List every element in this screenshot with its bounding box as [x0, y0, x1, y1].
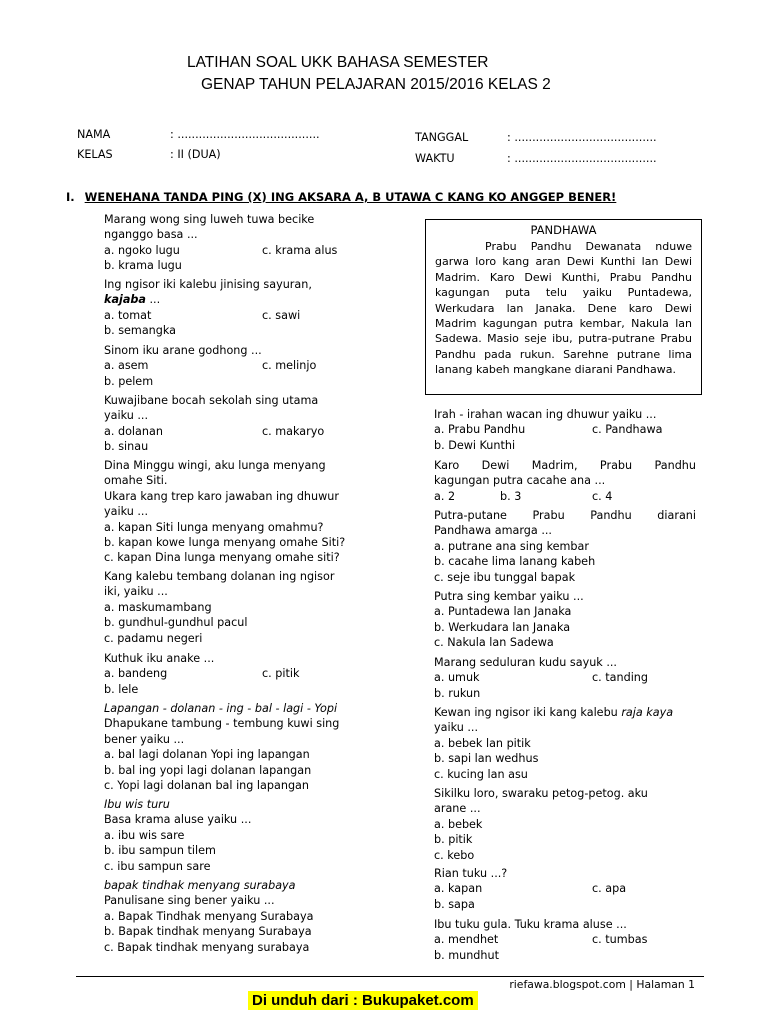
- answer-option[interactable]: b. ibu sampun tilem: [104, 844, 216, 858]
- answer-option[interactable]: b. sinau: [104, 440, 149, 454]
- answer-option[interactable]: a. Bapak Tindhak menyang Surabaya: [104, 909, 314, 923]
- question-text: Ukara kang trep karo jawaban ing dhuwur: [104, 489, 339, 503]
- question-text: Panulisane sing bener yaiku ...: [104, 894, 275, 908]
- answer-option[interactable]: c. pitik: [262, 667, 300, 681]
- question-text: Kang kalebu tembang dolanan ing ngisor: [104, 570, 335, 583]
- question-text: Putra sing kembar yaiku ...: [434, 590, 584, 603]
- answer-option[interactable]: a. maskumambang: [104, 600, 212, 614]
- answer-option[interactable]: a. Prabu Pandhu: [434, 423, 526, 437]
- question-text: kajaba ...: [104, 293, 161, 307]
- question-text: arane ...: [434, 802, 481, 816]
- answer-option[interactable]: b. rukun: [434, 686, 481, 700]
- tanggal-value: : ........................................: [507, 131, 657, 144]
- question-text: bapak tindhak menyang surabaya: [104, 879, 296, 892]
- answer-option[interactable]: b. Bapak tindhak menyang Surabaya: [104, 925, 312, 939]
- answer-option[interactable]: c. seje ibu tunggal bapak: [434, 570, 576, 584]
- question-text: Putra-putane Prabu Pandhu diarani: [434, 509, 696, 522]
- question-text: Basa krama aluse yaiku ...: [104, 813, 252, 827]
- section-heading: [66, 190, 616, 204]
- question-text: Marang wong sing luweh tuwa becike: [104, 213, 315, 226]
- answer-option[interactable]: a. bebek: [434, 817, 483, 831]
- answer-option[interactable]: c. krama alus: [262, 243, 338, 257]
- answer-option[interactable]: a. mendhet: [434, 933, 499, 947]
- answer-option[interactable]: b. pelem: [104, 374, 154, 388]
- answer-option[interactable]: b. semangka: [104, 324, 177, 338]
- answer-option[interactable]: b. lele: [104, 682, 139, 696]
- kelas-value: : II (DUA): [170, 148, 221, 161]
- answer-option[interactable]: b. Dewi Kunthi: [434, 438, 516, 452]
- nama-label: NAMA: [77, 128, 111, 141]
- download-banner: Di unduh dari : Bukupaket.com: [248, 991, 478, 1010]
- question-text: Marang seduluran kudu sayuk ...: [434, 656, 617, 669]
- answer-option[interactable]: a. putrane ana sing kembar: [434, 539, 589, 553]
- answer-option[interactable]: b. sapa: [434, 897, 475, 911]
- question-text: iki, yaiku ...: [104, 585, 168, 599]
- answer-option[interactable]: c. 4: [592, 489, 613, 503]
- answer-option[interactable]: b. 3: [500, 489, 522, 503]
- reading-title: PANDHAWA: [530, 223, 597, 237]
- question-text: Karo Dewi Madrim, Prabu Pandhu: [434, 459, 696, 472]
- answer-option[interactable]: c. Bapak tindhak menyang surabaya: [104, 940, 310, 954]
- question-text: Kuthuk iku anake ...: [104, 652, 215, 665]
- answer-option[interactable]: c. kapan Dina lunga menyang omahe siti?: [104, 551, 340, 565]
- answer-option[interactable]: b. gundhul-gundhul pacul: [104, 616, 248, 630]
- answer-option[interactable]: c. makaryo: [262, 424, 325, 438]
- answer-option[interactable]: c. tanding: [592, 671, 648, 685]
- question-text: Kewan ing ngisor iki kang kalebu raja kaya: [434, 706, 674, 719]
- answer-option[interactable]: b. pitik: [434, 833, 473, 847]
- answer-option[interactable]: c. kebo: [434, 848, 475, 862]
- answer-option[interactable]: a. kapan: [434, 882, 483, 896]
- answer-option[interactable]: a. bandeng: [104, 667, 168, 681]
- reading-box: [425, 219, 702, 395]
- answer-option[interactable]: c. Pandhawa: [592, 423, 663, 437]
- tanggal-label: TANGGAL: [415, 131, 469, 144]
- answer-option[interactable]: c. padamu negeri: [104, 631, 203, 645]
- answer-option[interactable]: a. ngoko lugu: [104, 243, 180, 257]
- nama-value: : ........................................: [170, 128, 320, 141]
- question-text: Ibu wis turu: [104, 798, 170, 811]
- answer-option[interactable]: b. kapan kowe lunga menyang omahe Siti?: [104, 536, 346, 550]
- waktu-label: WAKTU: [415, 152, 455, 165]
- question-text: Kuwajibane bocah sekolah sing utama: [104, 394, 319, 407]
- footer-divider: [76, 976, 704, 977]
- answer-option[interactable]: b. cacahe lima lanang kabeh: [434, 555, 596, 569]
- footer-text: riefawa.blogspot.com | Halaman 1: [509, 978, 695, 991]
- title-line-2: GENAP TAHUN PELAJARAN 2015/2016 KELAS 2: [201, 76, 551, 93]
- question-text: Sinom iku arane godhong ...: [104, 344, 262, 357]
- question-text: Lapangan - dolanan - ing - bal - lagi - Yopi: [104, 702, 338, 715]
- question-text: omahe Siti.: [104, 474, 168, 488]
- answer-option[interactable]: c. Yopi lagi dolanan bal ing lapangan: [104, 779, 309, 793]
- question-text: Irah - irahan wacan ing dhuwur yaiku ...: [434, 408, 657, 421]
- answer-option[interactable]: c. apa: [592, 882, 627, 896]
- title-line-1: LATIHAN SOAL UKK BAHASA SEMESTER: [187, 54, 489, 71]
- question-text: Sikilku loro, swaraku petog-petog. aku: [434, 787, 648, 800]
- question-text: kagungan putra cacahe ana ...: [434, 474, 606, 488]
- answer-option[interactable]: c. melinjo: [262, 359, 317, 373]
- answer-option[interactable]: a. 2: [434, 489, 456, 503]
- answer-option[interactable]: b. mundhut: [434, 948, 499, 962]
- answer-option[interactable]: a. ibu wis sare: [104, 828, 185, 842]
- answer-option[interactable]: b. Werkudara lan Janaka: [434, 620, 571, 634]
- answer-option[interactable]: c. Nakula lan Sadewa: [434, 636, 554, 650]
- kelas-label: KELAS: [77, 148, 113, 161]
- question-text: nganggo basa ...: [104, 228, 198, 242]
- answer-option[interactable]: a. umuk: [434, 671, 480, 685]
- question-text: bener yaiku ...: [104, 732, 185, 746]
- question-text: yaiku ...: [104, 409, 149, 423]
- answer-option[interactable]: a. asem: [104, 359, 149, 373]
- question-text: Ing ngisor iki kalebu jinising sayuran,: [104, 278, 312, 291]
- question-text: yaiku ...: [104, 505, 149, 519]
- question-text: Dina Minggu wingi, aku lunga menyang: [104, 459, 326, 472]
- answer-option[interactable]: a. kapan Siti lunga menyang omahmu?: [104, 520, 324, 534]
- answer-option[interactable]: a. tomat: [104, 308, 152, 322]
- answer-option[interactable]: a. bebek lan pitik: [434, 736, 531, 750]
- answer-option[interactable]: a. bal lagi dolanan Yopi ing lapangan: [104, 748, 310, 762]
- answer-option[interactable]: c. ibu sampun sare: [104, 859, 211, 873]
- question-text: Ibu tuku gula. Tuku krama aluse ...: [434, 918, 627, 931]
- waktu-value: : ........................................: [507, 152, 657, 165]
- answer-option[interactable]: b. bal ing yopi lagi dolanan lapangan: [104, 763, 312, 777]
- answer-option[interactable]: a. Puntadewa lan Janaka: [434, 605, 572, 619]
- answer-option[interactable]: c. kucing lan asu: [434, 767, 528, 781]
- section-number: I.: [66, 190, 75, 204]
- answer-option[interactable]: c. sawi: [262, 308, 301, 322]
- answer-option[interactable]: c. tumbas: [592, 933, 648, 947]
- answer-option[interactable]: a. dolanan: [104, 424, 163, 438]
- question-text: Rian tuku ...?: [434, 867, 508, 880]
- question-text: Dhapukane tambung - tembung kuwi sing: [104, 717, 340, 731]
- reading-text: Prabu Pandhu Dewanata nduwe garwa loro kang aran Dewi Kunthi lan Dewi Madrim. Karo Dewi Kunthi, Prabu Pandhu kagungan puta telu yaiku Puntadewa, Werkudara lan Janaka. Dene karo Dewi Madrim kagungan putra kembar, Nakula lan Sadewa. Masio seje ibu, putra-putrane Prabu Pandhu pada rukun. Sarehne putrane lima lanang kabeh mangkane diarani Pandhawa.: [435, 240, 692, 377]
- answer-option[interactable]: b. krama lugu: [104, 259, 182, 273]
- section-instruction: WENEHANA TANDA PING (X) ING AKSARA A, B UTAWA C KANG KO ANGGEP BENER!: [84, 190, 617, 204]
- question-text: yaiku ...: [434, 721, 479, 735]
- answer-option[interactable]: b. sapi lan wedhus: [434, 752, 539, 766]
- question-text: Pandhawa amarga ...: [434, 524, 552, 538]
